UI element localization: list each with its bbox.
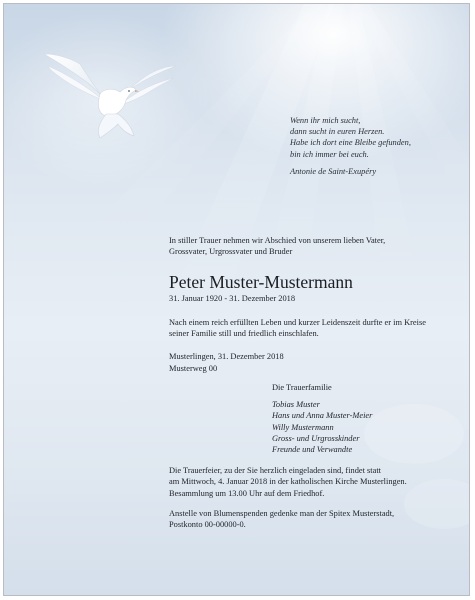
funeral-info bbox=[169, 465, 464, 530]
deceased-name: Peter Muster-Mustermann bbox=[169, 271, 353, 292]
family-member: Hans und Anna Muster-Meier bbox=[272, 411, 373, 421]
family-member: Gross- und Urgrosskinder bbox=[272, 433, 360, 443]
family-heading: Die Trauerfamilie bbox=[272, 383, 332, 392]
intro-text: In stiller Trauer nehmen wir Abschied von unserem lieben Vater, Grossvater, Urgrossvater und Bruder bbox=[169, 236, 386, 257]
donation-text: Anstelle von Blumenspenden gedenke man der Spitex Musterstadt, Postkonto 00-00000-0. bbox=[169, 508, 395, 530]
announcement bbox=[169, 235, 459, 374]
family-member: Tobias Muster bbox=[272, 400, 320, 410]
family-member: Freunde und Verwandte bbox=[272, 445, 353, 455]
mourning-family bbox=[272, 382, 372, 455]
poem-line: bin ich immer bei euch. bbox=[290, 149, 369, 159]
life-dates: 31. Januar 1920 - 31. Dezember 2018 bbox=[169, 293, 296, 303]
funeral-text: Die Trauerfeier, zu der Sie herzlich eingeladen sind, findet statt am Mittwoch, 4. Januar 2018 in der katholischen Kirche Musterlingen. Besammlung um 13.00 Uhr auf dem Friedhof. bbox=[169, 466, 407, 498]
poem-block bbox=[290, 115, 411, 177]
poem-line: dann sucht in euren Herzen. bbox=[290, 127, 385, 137]
address: Musterweg 00 bbox=[169, 363, 218, 373]
family-member: Willy Mustermann bbox=[272, 422, 334, 432]
message-text: Nach einem reich erfüllten Leben und kurzer Leidenszeit durfte er im Kreise seiner Familie still und friedlich einschlafen. bbox=[169, 317, 426, 339]
place-date: Musterlingen, 31. Dezember 2018 Musterweg 00 bbox=[169, 351, 459, 374]
dove-icon bbox=[40, 44, 180, 144]
poem-line: Wenn ihr mich sucht, bbox=[290, 116, 361, 125]
obituary-card bbox=[3, 3, 470, 596]
poem-line: Habe ich dort eine Bleibe gefunden, bbox=[290, 138, 411, 148]
poem-author: Antonie de Saint-Exupéry bbox=[290, 166, 377, 176]
